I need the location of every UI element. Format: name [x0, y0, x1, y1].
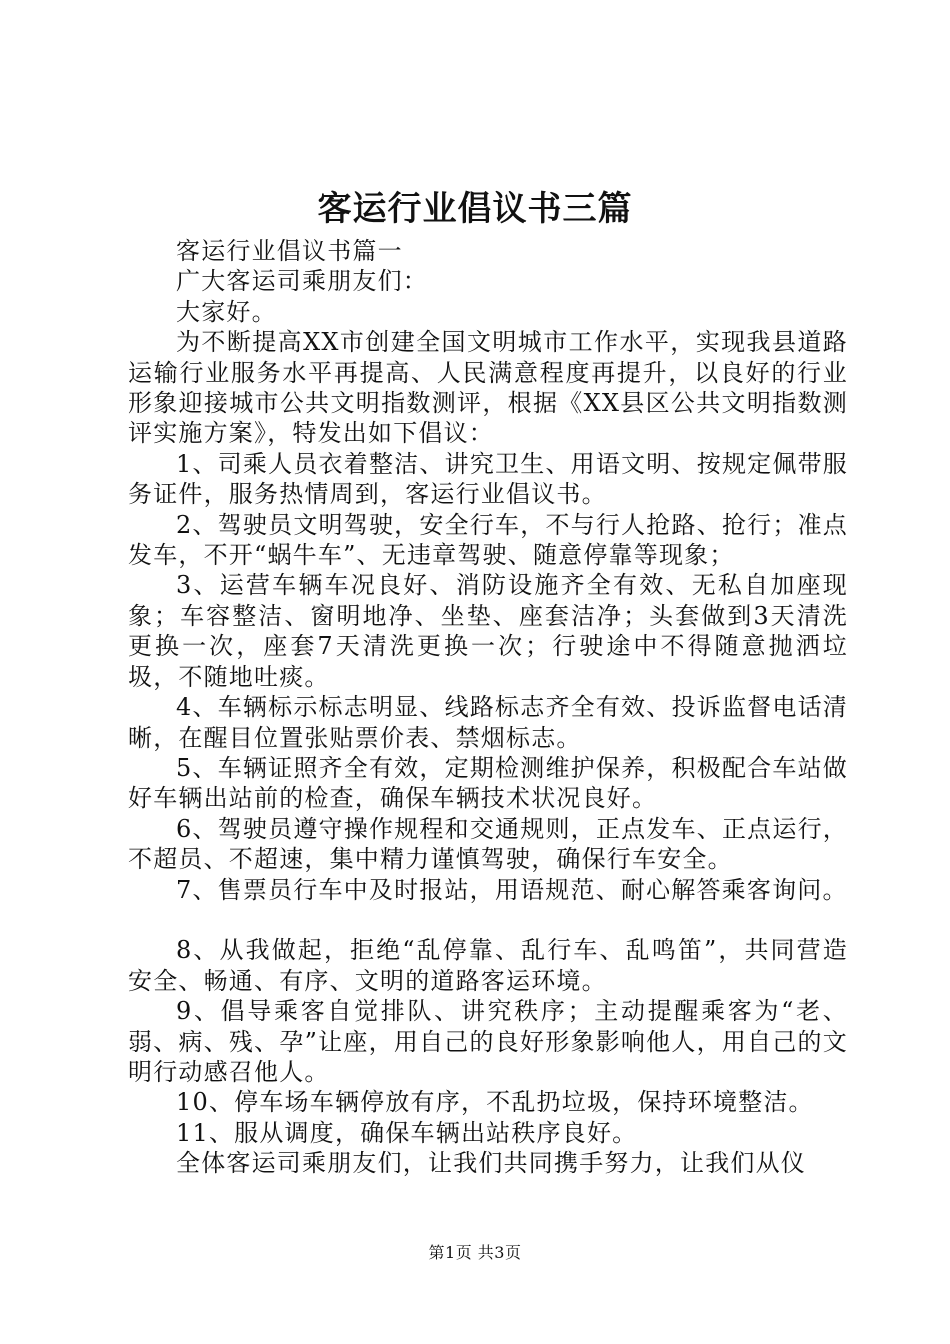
- proposal-item-11: 11、服从调度，确保车辆出站秩序良好。: [176, 1118, 638, 1147]
- proposal-item-5: 5、车辆证照齐全有效，定期检测维护保养，积极配合车站做好车辆出站前的检查，确保车辆技术状况良好。: [128, 753, 848, 813]
- document-title: 客运行业倡议书三篇: [317, 189, 633, 229]
- proposal-item-8: 8、从我做起，拒绝“乱停靠、乱行车、乱鸣笛”，共同营造安全、畅通、有序、文明的道路客运环境。: [128, 936, 848, 995]
- proposal-item-9: 9、倡导乘客自觉排队、讲究秩序；主动提醒乘客为“老、弱、病、残、孕”让座，用自己的良好形象影响他人，用自己的文明行动感召他人。: [128, 997, 848, 1086]
- proposal-item-7: 7、售票员行车中及时报站，用语规范、耐心解答乘客询问。: [176, 875, 848, 904]
- blank-line: [128, 905, 848, 935]
- proposal-item-6: 6、驾驶员遵守操作规程和交通规则，正点发车、正点运行，不超员、不超速，集中精力谨慎驾驶，确保行车安全。: [128, 814, 848, 874]
- closing-paragraph: 全体客运司乘朋友们，让我们共同携手努力，让我们从仪: [176, 1149, 806, 1178]
- proposal-item-10: 10、停车场车辆停放有序，不乱扔垃圾，保持环境整洁。: [176, 1088, 814, 1117]
- proposal-item-3: 3、运营车辆车况良好、消防设施齐全有效、无私自加座现象；车容整洁、窗明地净、坐垫、座套洁净；头套做到3天清洗更换一次，座套7天清洗更换一次；行驶途中不得随意抛洒垃圾，不随地吐痰。: [128, 571, 848, 691]
- greeting: 大家好。: [176, 297, 277, 326]
- section-heading: 客运行业倡议书篇一: [176, 237, 403, 265]
- page-footer: 第1页 共3页: [428, 1243, 522, 1262]
- proposal-item-4: 4、车辆标示标志明显、线路标志齐全有效、投诉监督电话清晰，在醒目位置张贴票价表、禁烟标志。: [128, 693, 848, 752]
- intro-paragraph: 为不断提高XX市创建全国文明城市工作水平，实现我县道路运输行业服务水平再提高、人民满意程度再提升，以良好的行业形象迎接城市公共文明指数测评，根据《XX县区公共文明指数测评实施方案》，特发出如下倡议：: [128, 328, 848, 448]
- document-body: [128, 236, 848, 1179]
- proposal-item-1: 1、司乘人员衣着整洁、讲究卫生、用语文明、按规定佩带服务证件，服务热情周到，客运行业倡议书。: [128, 449, 848, 509]
- proposal-item-2: 2、驾驶员文明驾驶，安全行车，不与行人抢路、抢行；准点发车，不开“蜗牛车”、无违章驾驶、随意停靠等现象；: [128, 510, 848, 570]
- salutation: 广大客运司乘朋友们：: [176, 267, 428, 296]
